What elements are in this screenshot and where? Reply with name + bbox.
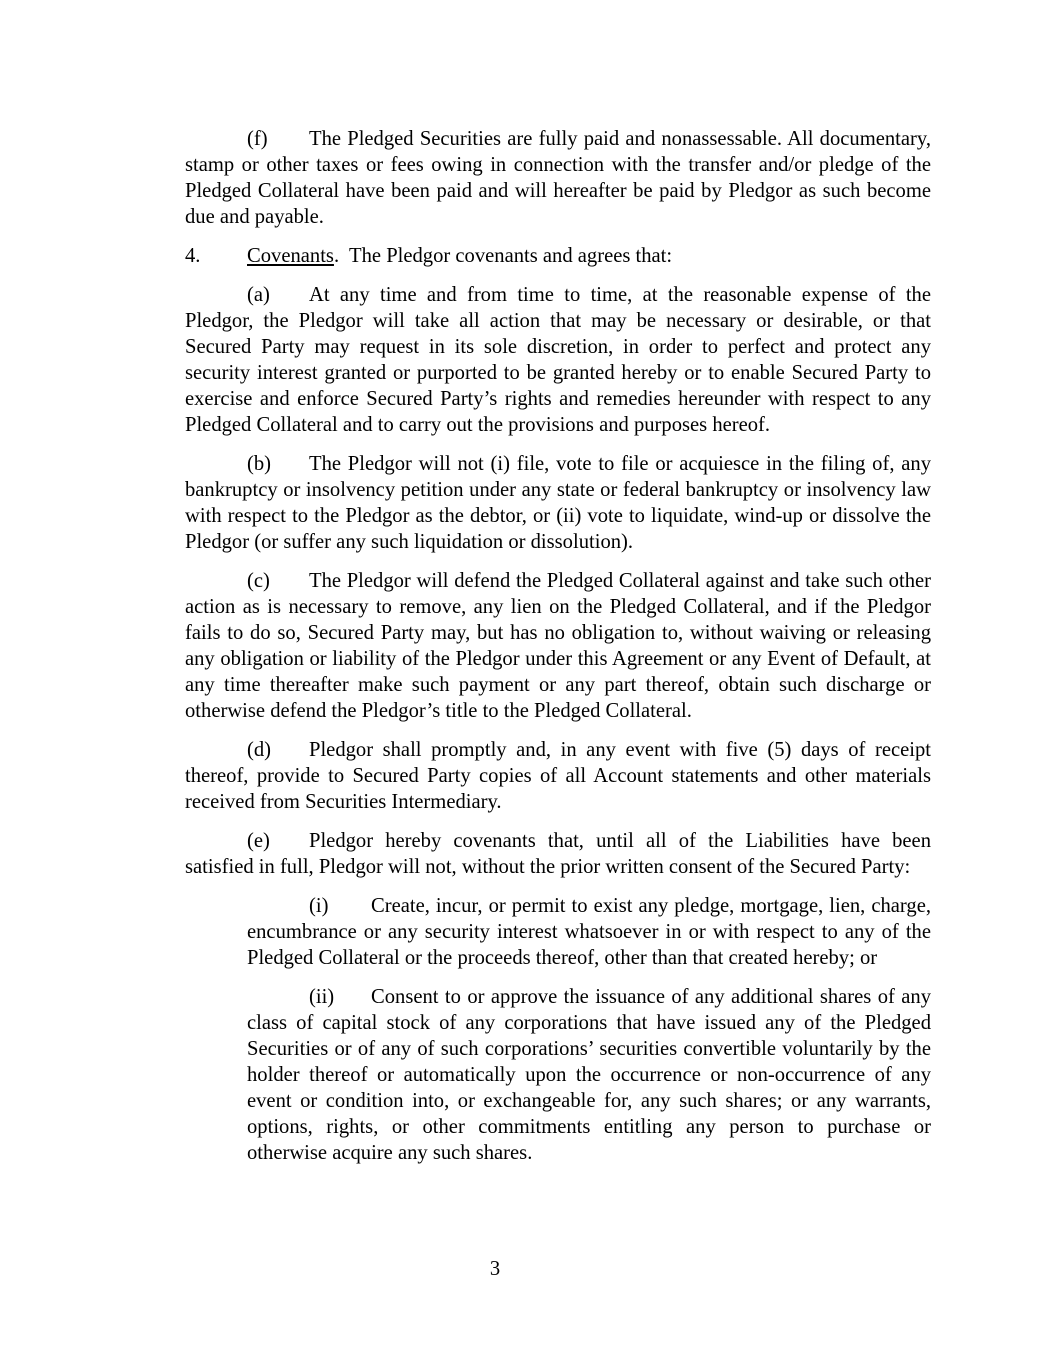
paragraph-c-text: The Pledgor will defend the Pledged Collateral against and take such other action as is necessary to remove, any lien on the Pledged Collateral, and if the Pledgor fails to do so, Secured Party may, but has no obligation to, without waiving or releasing any obligation or liability of the Pledgor under this Agreement or any Event of Default, at any time thereafter make such payment or any part thereof, obtain such discharge or otherwise defend the Pledgor’s title to the Pledged Collateral. [185,570,931,722]
section-4-number: 4. [185,245,201,267]
page-content [185,126,931,1179]
subparagraph-i-text: Create, incur, or permit to exist any pledge, mortgage, lien, charge, encumbrance or any security interest whatsoever in or with respect to any of the Pledged Collateral or the proceeds thereof, other than that created hereby; or [247,895,931,969]
paragraph-a-text: At any time and from time to time, at the reasonable expense of the Pledgor, the Pledgor will take all action that may be necessary or desirable, or that Secured Party may request in its sole discretion, in order to perfect and protect any security interest granted or purported to be granted hereby or to enable Secured Party to exercise and enforce Secured Party’s rights and remedies hereunder with respect to any Pledged Collateral and to carry out the provisions and purposes hereof. [185,284,931,436]
paragraph-d-label: (d) [247,739,272,761]
paragraph-e [185,828,931,880]
subparagraph-i-label: (i) [309,895,329,917]
section-4-heading [185,243,931,269]
paragraph-f-text: The Pledged Securities are fully paid and nonassessable. All documentary, stamp or other taxes or fees owing in connection with the transfer and/or pledge of the Pledged Collateral have been paid and will hereafter be paid by Pledgor as such become due and payable. [185,128,931,228]
subparagraph-i [247,893,931,971]
paragraph-e-label: (e) [247,830,270,852]
subparagraph-ii-label: (ii) [309,986,335,1008]
paragraph-e-text: Pledgor hereby covenants that, until all of the Liabilities have been satisfied in full, Pledgor will not, without the prior written consent of the Secured Party: [185,830,931,878]
paragraph-b-label: (b) [247,453,272,475]
paragraph-c [185,568,931,724]
paragraph-f-label: (f) [247,128,268,150]
paragraph-d-text: Pledgor shall promptly and, in any event with five (5) days of receipt thereof, provide to Secured Party copies of all Account statements and other materials received from Securities Intermediary. [185,739,931,813]
section-4-title: Covenants [247,245,334,267]
section-4-heading-rest: . The Pledgor covenants and agrees that: [333,245,673,267]
paragraph-d [185,737,931,815]
paragraph-b-text: The Pledgor will not (i) file, vote to file or acquiesce in the filing of, any bankruptcy or insolvency petition under any state or federal bankruptcy or insolvency law with respect to the Pledgor as the debtor, or (ii) vote to liquidate, wind-up or dissolve the Pledgor (or suffer any such liquidation or dissolution). [185,453,931,553]
paragraph-c-label: (c) [247,570,270,592]
subparagraph-ii [247,984,931,1166]
subparagraph-ii-text: Consent to or approve the issuance of any additional shares of any class of capital stock of any corporations that have issued any of the Pledged Securities or of any of such corporations’ securities convertible voluntarily by the holder thereof or automatically upon the occurrence or non-occurrence of any event or condition into, or exchangeable for, any such shares; or any warrants, options, rights, or other commitments entitling any person to purchase or otherwise acquire any such shares. [247,986,931,1164]
paragraph-a [185,282,931,438]
paragraph-f [185,126,931,230]
paragraph-b [185,451,931,555]
paragraph-a-label: (a) [247,284,270,306]
page-number: 3 [489,1258,501,1280]
